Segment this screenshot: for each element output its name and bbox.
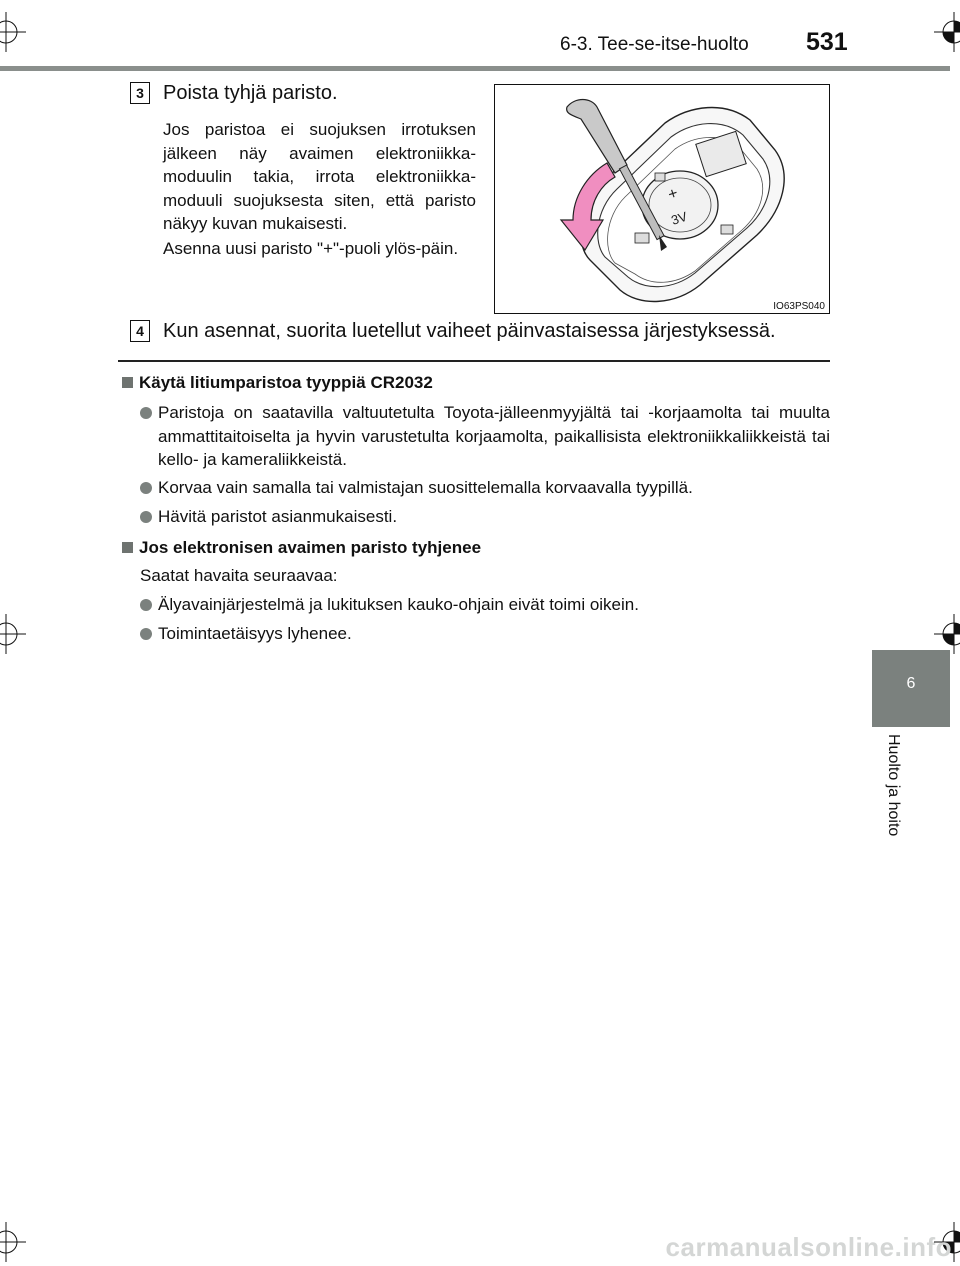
registration-mark-mid-left xyxy=(0,614,26,654)
section-heading xyxy=(122,373,433,393)
watermark: carmanualsonline.info xyxy=(665,1232,952,1262)
section-heading-text: Jos elektronisen avaimen paristo tyhjenee xyxy=(139,538,482,557)
step-number-badge: 4 xyxy=(130,320,150,342)
chapter-tab-title: Huolto ja hoito xyxy=(885,734,902,837)
list-item-text: Älyavainjärjestelmä ja lukituksen kauko-ohjain eivät toimi oikein. xyxy=(158,595,639,614)
battery-removal-figure xyxy=(494,84,830,314)
chapter-tab-number: 6 xyxy=(872,650,950,727)
bullet-dot-icon xyxy=(140,628,152,640)
battery-plus-label: + xyxy=(665,184,681,204)
square-bullet-icon xyxy=(122,377,133,388)
section-divider xyxy=(118,360,830,362)
list-item-text: Hävitä paristot asianmukaisesti. xyxy=(158,507,398,526)
step-number-badge: 3 xyxy=(130,82,150,104)
list-item-text: Korvaa vain samalla tai valmistajan suosittelemalla korvaavalla tyypillä. xyxy=(158,478,693,497)
list-item xyxy=(140,593,830,617)
list-item xyxy=(140,505,830,529)
step-paragraph: Asenna uusi paristo "+"-puoli ylös-päin. xyxy=(163,239,459,258)
section-heading xyxy=(122,538,481,558)
step-title: Kun asennat, suorita luetellut vaiheet päinvastaisessa järjestyksessä. xyxy=(163,320,776,342)
bullet-dot-icon xyxy=(140,482,152,494)
step-paragraph: Jos paristoa ei suojuksen irrotuksen jälkeen näy avaimen elektroniikka-moduulin takia, irrota elektroniikka-moduuli suojuksesta siten, että paristo näkyy kuvan mukaisesti. xyxy=(163,120,476,233)
page-number: 531 xyxy=(806,28,848,56)
list-item-text: Paristoja on saatavilla valtuutetulta Toyota-jälleenmyyjältä tai -korjaamolta tai muulta ammattitaitoiselta ja hyvin varustetulta korjaamolta, paikallisista elektroniikkaliikkeistä tai kello- ja kameraliikkeistä. xyxy=(158,403,830,469)
battery-voltage-label: 3V xyxy=(669,208,690,228)
bullet-dot-icon xyxy=(140,407,152,419)
list-item-text: Toimintaetäisyys lyhenee. xyxy=(158,624,352,643)
figure-code: IO63PS040 xyxy=(773,301,825,312)
list-item xyxy=(140,476,830,500)
bullet-dot-icon xyxy=(140,511,152,523)
section-intro: Saatat havaita seuraavaa: xyxy=(140,566,338,585)
header-section-title: 6-3. Tee-se-itse-huolto xyxy=(560,34,749,55)
registration-mark-top-left xyxy=(0,12,26,52)
header-rule xyxy=(0,66,950,71)
step-title: Poista tyhjä paristo. xyxy=(163,82,338,104)
registration-mark-mid-right xyxy=(934,614,960,654)
section-heading-text: Käytä litiumparistoa tyyppiä CR2032 xyxy=(139,373,433,392)
key-battery-illustration xyxy=(495,85,830,314)
bullet-dot-icon xyxy=(140,599,152,611)
list-item xyxy=(140,401,830,472)
square-bullet-icon xyxy=(122,542,133,553)
registration-mark-top-right xyxy=(934,12,960,52)
registration-mark-bottom-left xyxy=(0,1222,26,1262)
list-item xyxy=(140,622,830,646)
